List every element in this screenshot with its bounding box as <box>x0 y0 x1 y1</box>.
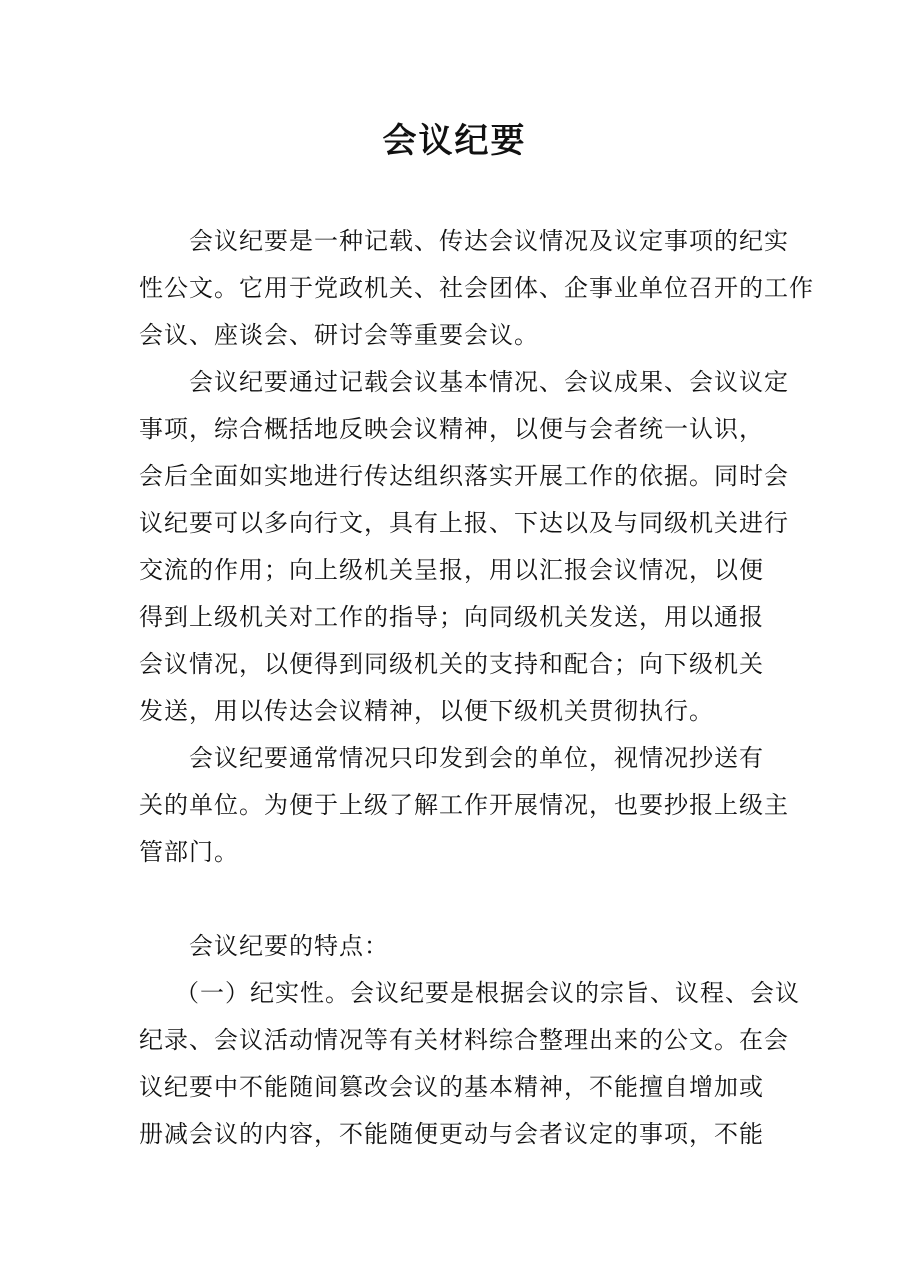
paragraph-line: 会后全面如实地进行传达组织落实开展工作的依据。同时会 <box>139 462 789 490</box>
paragraph-line: 纪录、会议活动情况等有关材料综合整理出来的公文。在会 <box>139 1026 789 1054</box>
paragraph-line: 议纪要中不能随间篡改会议的基本精神，不能擅自增加或 <box>139 1073 764 1101</box>
paragraph-spacer <box>139 876 779 923</box>
paragraph-line: 管部门。 <box>139 838 239 866</box>
paragraph-line: （一）纪实性。会议纪要是根据会议的宗旨、议程、会议 <box>175 979 800 1007</box>
paragraph-line: 册减会议的内容，不能随便更动与会者议定的事项，不能 <box>139 1120 764 1148</box>
document-title: 会议纪要 <box>382 121 527 161</box>
document-body <box>139 218 814 1158</box>
paragraph-line: 发送，用以传达会议精神，以便下级机关贯彻执行。 <box>139 697 714 725</box>
paragraph-line: 性公文。它用于党政机关、社会团体、企事业单位召开的工作 <box>139 274 814 302</box>
paragraph-line: 会议、座谈会、研讨会等重要会议。 <box>139 321 539 349</box>
paragraph-line: 关的单位。为便于上级了解工作开展情况，也要抄报上级主 <box>139 791 789 819</box>
paragraph-line: 交流的作用；向上级机关呈报，用以汇报会议情况，以便 <box>139 556 764 584</box>
section-heading: 会议纪要的特点： <box>189 932 389 960</box>
paragraph-line: 会议情况，以便得到同级机关的支持和配合；向下级机关 <box>139 650 764 678</box>
paragraph-line: 会议纪要是一种记载、传达会议情况及议定事项的纪实 <box>189 227 789 255</box>
paragraph-line: 议纪要可以多向行文，具有上报、下达以及与同级机关进行 <box>139 509 789 537</box>
paragraph-line: 事项，综合概括地反映会议精神，以便与会者统一认识， <box>139 415 764 443</box>
paragraph-line: 得到上级机关对工作的指导；向同级机关发送，用以通报 <box>139 603 764 631</box>
paragraph-line: 会议纪要通过记载会议基本情况、会议成果、会议议定 <box>189 368 789 396</box>
paragraph-line: 会议纪要通常情况只印发到会的单位，视情况抄送有 <box>189 744 764 772</box>
